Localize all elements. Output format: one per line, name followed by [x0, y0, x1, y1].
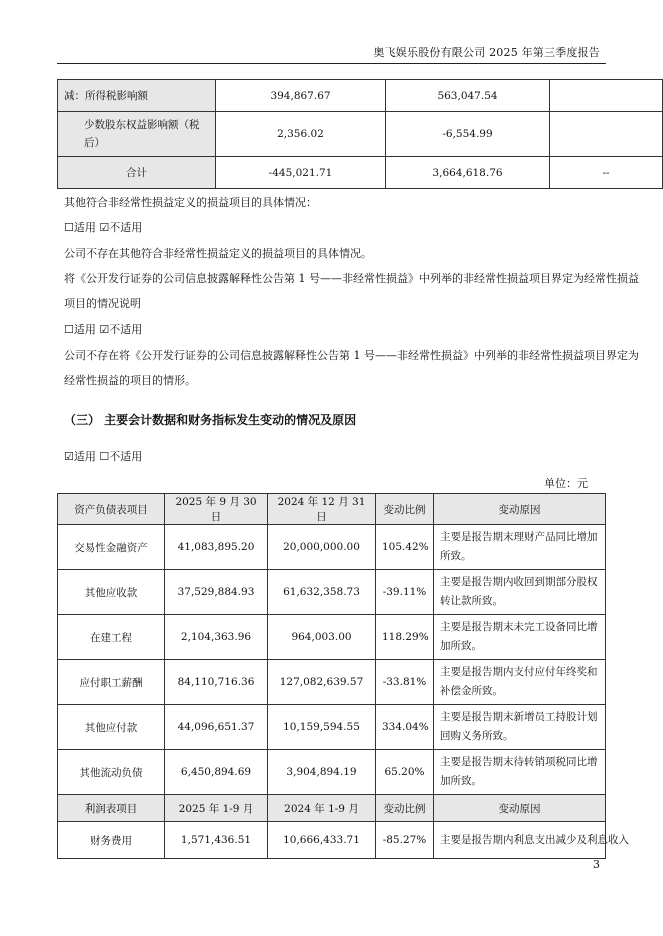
value-cell: 127,082,639.57	[268, 660, 376, 705]
value-cell: -445,021.71	[216, 157, 386, 189]
reason-cell: 主要是报告期内利息支出减少及利息收入	[434, 822, 606, 859]
not-applicable-label: 不适用	[109, 450, 143, 463]
row-label: 减：所得税影响额	[58, 80, 216, 112]
column-header: 2024 年 12 月 31 日	[268, 494, 376, 525]
ratio-cell: -85.27%	[376, 822, 434, 859]
table-subheader-row	[58, 795, 606, 822]
value-cell: 61,632,358.73	[268, 570, 376, 615]
table-row	[58, 157, 663, 189]
column-header: 资产负债表项目	[58, 494, 165, 525]
paragraph: 公司不存在其他符合非经常性损益定义的损益项目的具体情况。	[64, 247, 372, 260]
item-cell: 交易性金融资产	[58, 525, 165, 570]
not-applicable-label: 不适用	[109, 323, 143, 336]
column-header: 2024 年 1-9 月	[268, 795, 376, 822]
column-header: 变动比例	[376, 494, 434, 525]
report-header: 奥飞娱乐股份有限公司 2025 年第三季度报告	[373, 46, 600, 59]
paragraph: 经常性损益的项目的情形。	[64, 374, 196, 387]
table-row	[58, 525, 606, 570]
column-header: 2025 年 9 月 30 日	[165, 494, 268, 525]
value-cell: 3,904,894.19	[268, 750, 376, 795]
applicable-label: 适用	[73, 450, 96, 463]
column-header: 2025 年 1-9 月	[165, 795, 268, 822]
checked-box-icon: ☑	[99, 323, 110, 336]
applicable-label: 适用	[73, 323, 96, 336]
paragraph: 项目的情况说明	[64, 297, 141, 310]
checked-box-icon: ☑	[99, 221, 110, 234]
reason-cell: 主要是报告期内支付应付年终奖和补偿金所致。	[434, 660, 606, 705]
note-cell: --	[550, 157, 663, 189]
paragraph: 将《公开发行证券的公司信息披露解释性公告第 1 号——非经常性损益》中列举的非经常性损益项目界定为经常性损益	[64, 272, 639, 285]
item-cell: 财务费用	[58, 822, 165, 859]
unchecked-box-icon: ☐	[64, 221, 74, 234]
value-cell: 394,867.67	[216, 80, 386, 112]
value-cell: 6,450,894.69	[165, 750, 268, 795]
table-row	[58, 705, 606, 750]
table-row	[58, 615, 606, 660]
reason-cell: 主要是报告期末新增员工持股计划回购义务所致。	[434, 705, 606, 750]
page-number: 3	[593, 858, 600, 871]
value-cell: 2,104,363.96	[165, 615, 268, 660]
paragraph: 公司不存在将《公开发行证券的公司信息披露解释性公告第 1 号——非经常性损益》中列举的非经常性损益项目界定为	[64, 349, 639, 362]
applicable-label: 适用	[73, 221, 96, 234]
column-header: 变动原因	[434, 795, 606, 822]
value-cell: 3,664,618.76	[386, 157, 550, 189]
applicability-checkbox	[64, 219, 142, 235]
section-title: （三） 主要会计数据和财务指标发生变动的情况及原因	[64, 413, 357, 427]
table-header-row	[58, 494, 606, 525]
value-cell: 2,356.02	[216, 112, 386, 157]
value-cell: 37,529,884.93	[165, 570, 268, 615]
reason-cell: 主要是报告期末理财产品同比增加所致。	[434, 525, 606, 570]
value-cell: 44,096,651.37	[165, 705, 268, 750]
applicability-checkbox	[64, 321, 142, 337]
not-applicable-label: 不适用	[109, 221, 143, 234]
table-row	[58, 112, 663, 157]
ratio-cell: -33.81%	[376, 660, 434, 705]
ratio-cell: 105.42%	[376, 525, 434, 570]
ratio-cell: 334.04%	[376, 705, 434, 750]
value-cell: 563,047.54	[386, 80, 550, 112]
column-header: 利润表项目	[58, 795, 165, 822]
value-cell: 20,000,000.00	[268, 525, 376, 570]
table-row	[58, 750, 606, 795]
column-header: 变动原因	[434, 494, 606, 525]
value-cell: 1,571,436.51	[165, 822, 268, 859]
item-cell: 其他应收款	[58, 570, 165, 615]
reason-cell: 主要是报告期末未完工设备同比增加所致。	[434, 615, 606, 660]
non-recurring-table	[57, 79, 663, 189]
value-cell: 10,666,433.71	[268, 822, 376, 859]
reason-cell: 主要是报告期内收回到期部分股权转让款所致。	[434, 570, 606, 615]
unchecked-box-icon: ☐	[99, 450, 110, 463]
table-row	[58, 822, 606, 859]
applicability-checkbox	[64, 448, 142, 464]
ratio-cell: 65.20%	[376, 750, 434, 795]
unchecked-box-icon: ☐	[64, 323, 74, 336]
row-label: 少数股东权益影响额（税后）	[58, 112, 216, 157]
ratio-cell: 118.29%	[376, 615, 434, 660]
value-cell: 964,003.00	[268, 615, 376, 660]
value-cell: 41,083,895.20	[165, 525, 268, 570]
unit-label: 单位：元	[544, 477, 588, 490]
checked-box-icon: ☑	[64, 450, 74, 463]
item-cell: 应付职工薪酬	[58, 660, 165, 705]
note-cell	[550, 80, 663, 112]
reason-cell: 主要是报告期末待转销项税同比增加所致。	[434, 750, 606, 795]
value-cell: -6,554.99	[386, 112, 550, 157]
total-label: 合计	[58, 157, 216, 189]
value-cell: 84,110,716.36	[165, 660, 268, 705]
table-row	[58, 660, 606, 705]
note-cell	[550, 112, 663, 157]
item-cell: 其他应付款	[58, 705, 165, 750]
financial-change-table	[57, 493, 629, 859]
ratio-cell: -39.11%	[376, 570, 434, 615]
header-rule	[57, 63, 606, 64]
item-cell: 其他流动负债	[58, 750, 165, 795]
paragraph: 其他符合非经常性损益定义的损益项目的具体情况：	[64, 196, 317, 209]
table-row	[58, 80, 663, 112]
table-row	[58, 570, 606, 615]
item-cell: 在建工程	[58, 615, 165, 660]
value-cell: 10,159,594.55	[268, 705, 376, 750]
column-header: 变动比例	[376, 795, 434, 822]
